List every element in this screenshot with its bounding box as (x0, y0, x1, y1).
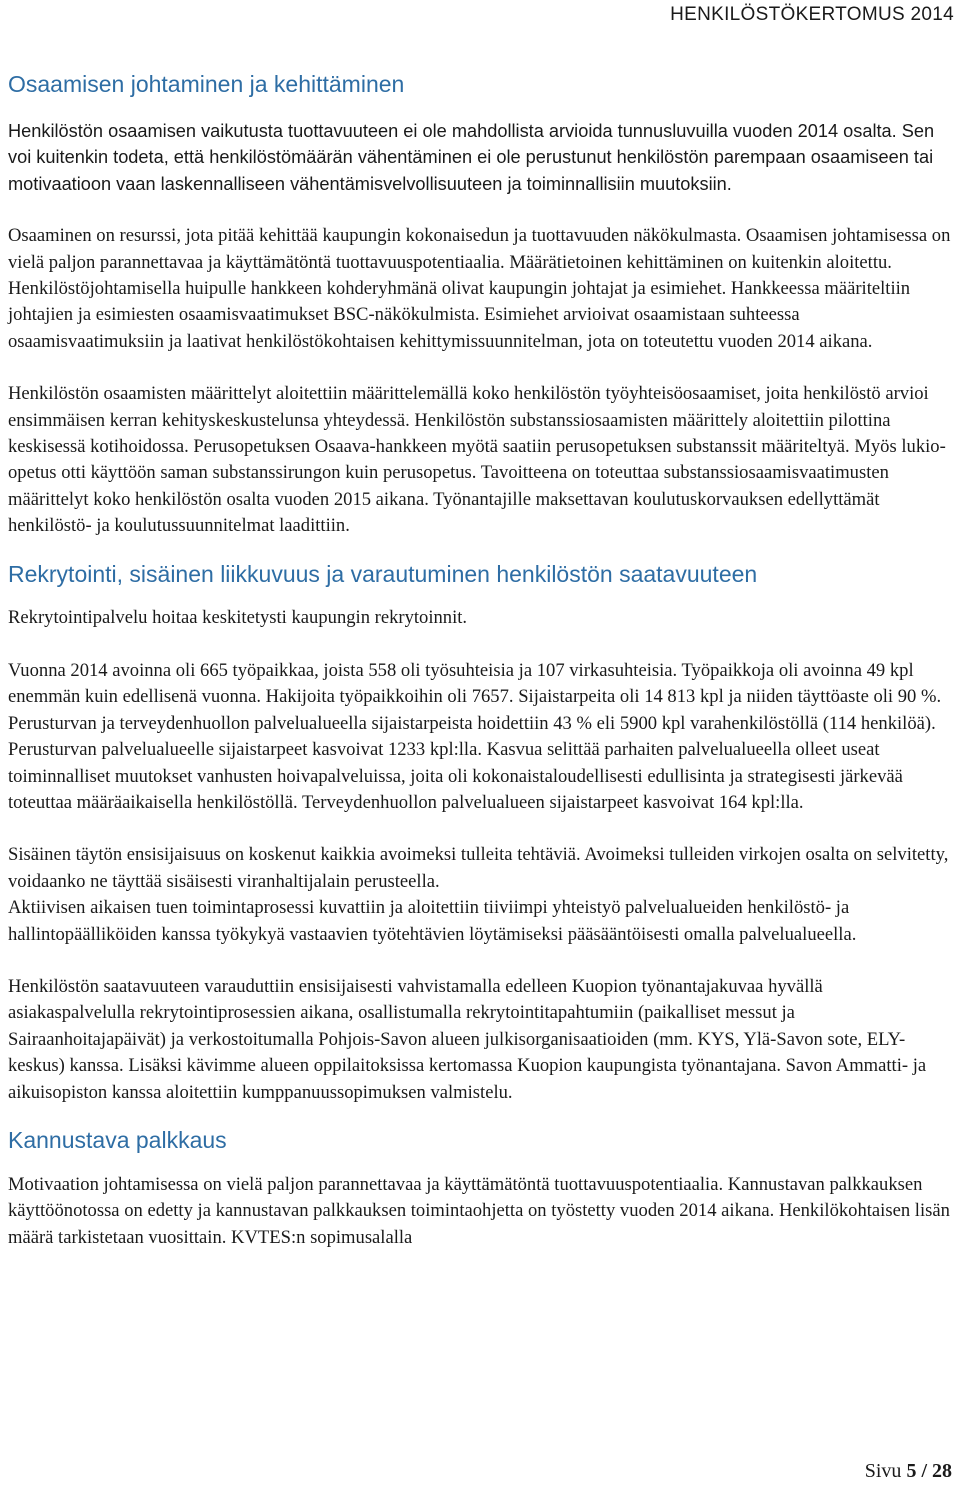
paragraph-rekrytointi-4: Aktiivisen aikaisen tuen toimintaprosessi kuvattiin ja aloitettiin tiiviimpi yhteistyö palvelualueiden henkilöstö- ja hallintopäälliköiden kanssa työkykyä vastaavien työtehtävien löytämiseksi pääsääntöisesti omalla palvelualueella. (8, 897, 857, 945)
page-number: 5 / 28 (906, 1460, 952, 1482)
section-heading-osaamisen-johtaminen: Osaamisen johtaminen ja kehittäminen (8, 71, 405, 97)
paragraph-rekrytointi-5: Henkilöstön saatavuuteen varauduttiin ensisijaisesti vahvistamalla edelleen Kuopion työnantajakuvaa hyvällä asiakaspalvelulla rekrytointiprosessien aikana, osallistumalla rekrytointitapahtumiin (paikalliset messut ja Sairaanhoitajapäivät) ja verkostoitumalla Pohjois-Savon alueen julkisorganisaatioiden (mm. KYS, Ylä-Savon sote, ELY-keskus) kanssa. Lisäksi kävimme alueen oppilaitoksissa kertomassa Kuopion kaupungista työnantajana. Savon Ammatti- ja aikuisopiston kanssa aloitettiin kumppanuussopimuksen valmistelu. (8, 975, 927, 1103)
document-header-title: HENKILÖSTÖKERTOMUS 2014 (670, 4, 954, 25)
paragraph-rekrytointi-1: Rekrytointipalvelu hoitaa keskitetysti kaupungin rekrytoinnit. (8, 607, 468, 629)
paragraph-osaaminen-3: Henkilöstön osaamisten määrittelyt aloitettiin määrittelemällä koko henkilöstön työyhteisöosaamiset, joita henkilöstö arvioi ensimmäisen kerran kehityskeskustelunsa yhteydessä. Henkilöstön substanssiosaamisten määrittely aloitettiin pilottina keskisessä kotihoidossa. Perusopetuksen Osaava-hankkeen myötä saatiin perusopetuksen substanssit määriteltyä. Myös lukio-opetus otti käyttöön saman substanssirungon kuin perusopetus. Tavoitteena on toteuttaa substanssiosaamisvaatimusten määrittelyt koko henkilöstön osalta vuoden 2015 aikana. Työnantajille maksettavan koulutuskorvauksen edellyttämät henkilöstö- ja koulutussuunnitelmat laadittiin. (8, 383, 946, 537)
paragraph-palkkaus-1: Motivaation johtamisessa on vielä paljon parannettavaa ja käyttämätöntä tuottavuuspotentiaalia. Kannustavan palkkauksen käyttöönotossa on edetty ja kannustavan palkkauksen toimintaohjetta on työstetty vuoden 2014 aikana. Henkilökohtaisen lisän määrä tarkistetaan vuosittain. KVTES:n sopimusalalla (8, 1173, 950, 1248)
page-label: Sivu (864, 1460, 902, 1482)
section-heading-rekrytointi: Rekrytointi, sisäinen liikkuvuus ja varautuminen henkilöstön saatavuuteen (8, 560, 758, 587)
paragraph-rekrytointi-3: Sisäinen täytön ensisijaisuus on koskenut kaikkia avoimeksi tulleita tehtäviä. Avoimeksi tulleiden virkojen osalta on selvitetty, voidaanko ne täyttää sisäisesti viranhaltijalain perusteella. (8, 844, 949, 892)
section-heading-kannustava-palkkaus: Kannustava palkkaus (8, 1126, 227, 1153)
paragraph-rekrytointi-2: Vuonna 2014 avoinna oli 665 työpaikkaa, joista 558 oli työsuhteisia ja 107 virkasuhteisia. Työpaikkoja oli avoinna 49 kpl enemmän kuin edellisenä vuonna. Hakijoita työpaikkoihin oli 7657. Sijaistarpeita oli 14 813 kpl ja niiden täyttöaste oli 90 %. Perusturvan ja terveydenhuollon palvelualueella sijaistarpeista hoidettiin 43 % eli 5900 kpl varahenkilöstöllä (114 henkilöä). Perusturvan palvelualueelle sijaistarpeet kasvoivat 1233 kpl:lla. Kasvua selittää parhaiten palvelualueella olleet useat toiminnalliset muutokset vanhusten hoivapalveluissa, joita oli kokonaistaloudellisesti edullisinta ja strategisesti järkevää toteuttaa määräaikaisella henkilöstöllä. Terveydenhuollon palvelualueen sijaistarpeet kasvoivat 164 kpl:lla. (8, 659, 942, 813)
paragraph-osaaminen-2: Osaaminen on resurssi, jota pitää kehittää kaupungin kokonaisedun ja tuottavuuden näkökulmasta. Osaamisen johtamisessa on vielä paljon parannettavaa ja käyttämätöntä tuottavuuspotentiaalia. Määrätietoinen kehittäminen on kuitenkin aloitettu. Henkilöstöjohtamisella huipulle hankkeen kohderyhmänä olivat kaupungin johtajat ja esimiehet. Hankkeessa määriteltiin johtajien ja esimiesten osaamisvaatimukset BSC-näkökulmista. Esimiehet arvioivat osaamistaan suhteessa osaamisvaatimuksiin ja laativat henkilöstökohtaisen kehittymissuunnitelman, jota on toteutettu vuoden 2014 aikana. (8, 225, 951, 352)
paragraph-osaaminen-1: Henkilöstön osaamisen vaikutusta tuottavuuteen ei ole mahdollista arvioida tunnusluvuilla vuoden 2014 osalta. Sen voi kuitenkin todeta, että henkilöstömäärän vähentäminen ei ole perustunut henkilöstön parempaan osaamiseen tai motivaatioon vaan laskennalliseen vähentämisvelvollisuuteen ja toiminnallisiin muutoksiin. (8, 120, 935, 194)
page-number-footer (865, 1460, 952, 1483)
document-body (8, 70, 954, 1251)
